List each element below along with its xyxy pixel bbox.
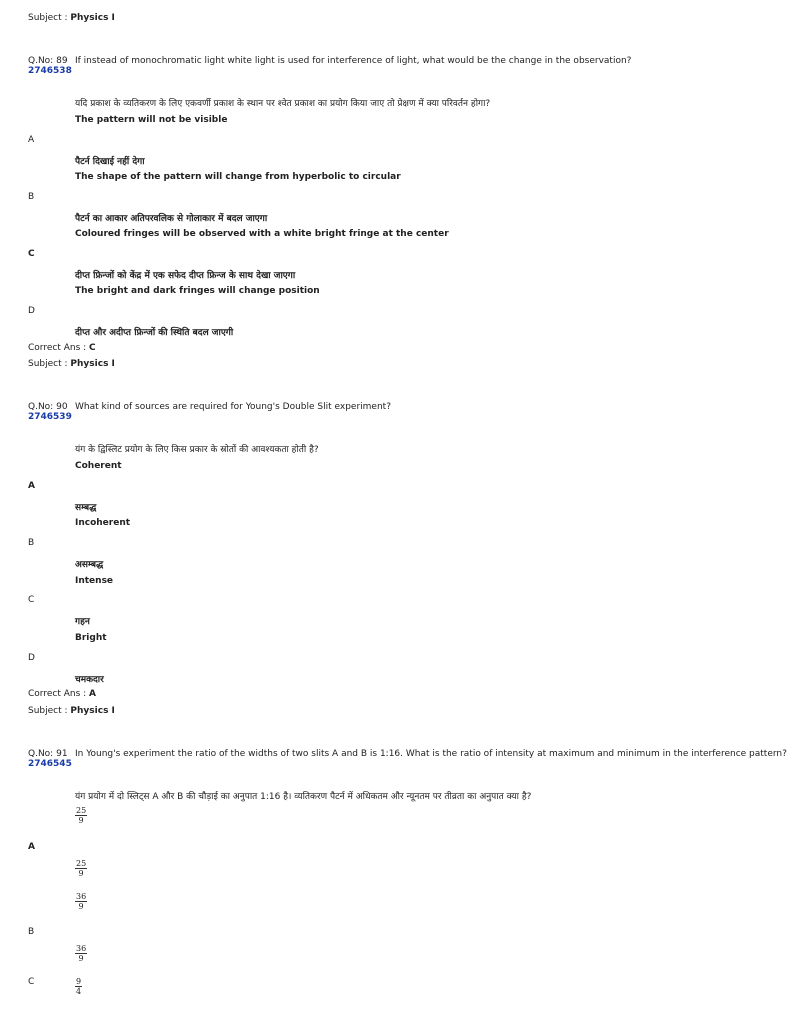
qno-label: Q.No: — [28, 56, 54, 66]
question-text-en: In Young's experiment the ratio of the widths of two slits A and B is 1:16. What is the ratio of intensity at maximum and minimum in the interference pattern? — [75, 749, 787, 759]
correct-label: Correct Ans : — [28, 689, 87, 699]
qno-label: Q.No: — [28, 749, 54, 759]
option-b-text-en: Incoherent — [75, 518, 131, 528]
subject-label: Subject : — [28, 359, 68, 369]
correct-answer — [28, 343, 96, 353]
fraction-numerator: 36 — [76, 892, 87, 901]
option-c-text-en: Intense — [75, 576, 114, 586]
option-d-text-en: The bright and dark fringes will change position — [75, 286, 320, 296]
subject-value: Physics I — [70, 359, 115, 369]
question-text-hi: यंग प्रयोग में दो स्लिट्स A और B की चौड़ाई का अनुपात 1:16 है। व्यतिकरण पैटर्न में अधिकतम और न्यूनतम पर तीव्रता का अनुपात क्या है? — [75, 792, 532, 802]
option-d-letter: D — [28, 653, 35, 663]
fraction-denominator: 9 — [78, 902, 84, 911]
fraction-denominator: 4 — [76, 987, 82, 996]
option-a-letter: A — [28, 481, 35, 491]
qno-label: Q.No: — [28, 402, 54, 412]
option-a-letter: A — [28, 135, 35, 145]
qno-value: 89 — [56, 56, 68, 66]
option-c-text-hi: दीप्त फ्रिन्जों को केंद्र में एक सफेद दीप्त फ्रिन्ज के साथ देखा जाएगा — [75, 271, 296, 281]
correct-label: Correct Ans : — [28, 343, 87, 353]
option-b-text-en: The shape of the pattern will change from hyperbolic to circular — [75, 172, 401, 182]
correct-value: C — [89, 343, 96, 353]
option-a-fraction-hi — [75, 859, 87, 878]
option-b-fraction-en — [75, 892, 87, 911]
option-c-text-hi: गहन — [75, 617, 90, 627]
qno-value: 90 — [56, 402, 68, 412]
option-a-text-en: The pattern will not be visible — [75, 115, 228, 125]
option-b-fraction-hi — [75, 944, 87, 963]
question-id: 2746538 — [28, 66, 72, 76]
fraction-denominator: 9 — [78, 816, 84, 825]
question-number — [28, 56, 68, 66]
subject-label: Subject : — [28, 706, 68, 716]
fraction-numerator: 9 — [76, 977, 82, 986]
subject-value: Physics I — [70, 13, 115, 23]
correct-value: A — [89, 689, 96, 699]
option-a-text-hi: सम्बद्ध — [75, 503, 97, 513]
question-text-en: What kind of sources are required for Young's Double Slit experiment? — [75, 402, 391, 412]
subject-line — [28, 359, 115, 369]
option-a-letter: A — [28, 842, 35, 852]
fraction-denominator: 9 — [78, 869, 84, 878]
qno-value: 91 — [56, 749, 68, 759]
fraction-numerator: 36 — [76, 944, 87, 953]
option-d-text-hi: दीप्त और अदीप्त फ्रिन्जों की स्थिति बदल जाएगी — [75, 328, 234, 338]
option-b-letter: B — [28, 538, 35, 548]
option-c-letter: C — [28, 249, 35, 259]
option-d-text-hi: चमकदार — [75, 675, 104, 685]
option-d-letter: D — [28, 306, 35, 316]
option-d-text-en: Bright — [75, 633, 107, 643]
question-text-en: If instead of monochromatic light white light is used for interference of light, what would be the change in the observation? — [75, 56, 632, 66]
subject-value: Physics I — [70, 706, 115, 716]
fraction-numerator: 25 — [76, 806, 87, 815]
question-id: 2746539 — [28, 412, 72, 422]
correct-answer — [28, 689, 96, 699]
subject-label: Subject : — [28, 13, 68, 23]
question-text-hi: यंग के द्विस्लिट प्रयोग के लिए किस प्रकार के स्रोतों की आवश्यकता होती है? — [75, 445, 319, 455]
fraction-numerator: 25 — [76, 859, 87, 868]
fraction-denominator: 9 — [78, 954, 84, 963]
question-number — [28, 402, 68, 412]
subject-line — [28, 13, 115, 23]
option-a-text-en: Coherent — [75, 461, 122, 471]
question-id: 2746545 — [28, 759, 72, 769]
option-c-text-en: Coloured fringes will be observed with a white bright fringe at the center — [75, 229, 449, 239]
subject-line — [28, 706, 115, 716]
option-b-text-hi: पैटर्न का आकार अतिपरवलिक से गोलाकार में बदल जाएगा — [75, 214, 268, 224]
option-b-text-hi: असम्बद्ध — [75, 560, 104, 570]
option-c-fraction-en — [75, 977, 82, 996]
question-text-hi: यदि प्रकाश के व्यतिकरण के लिए एकवर्णी प्रकाश के स्थान पर श्वेत प्रकाश का प्रयोग किया जाए तो प्रेक्षण में क्या परिवर्तन होगा? — [75, 99, 491, 109]
option-b-letter: B — [28, 192, 35, 202]
option-c-letter: C — [28, 595, 35, 605]
option-a-fraction-en — [75, 806, 87, 825]
option-a-text-hi: पैटर्न दिखाई नहीं देगा — [75, 157, 145, 167]
question-number — [28, 749, 68, 759]
option-c-letter: C — [28, 977, 35, 987]
option-b-letter: B — [28, 927, 35, 937]
